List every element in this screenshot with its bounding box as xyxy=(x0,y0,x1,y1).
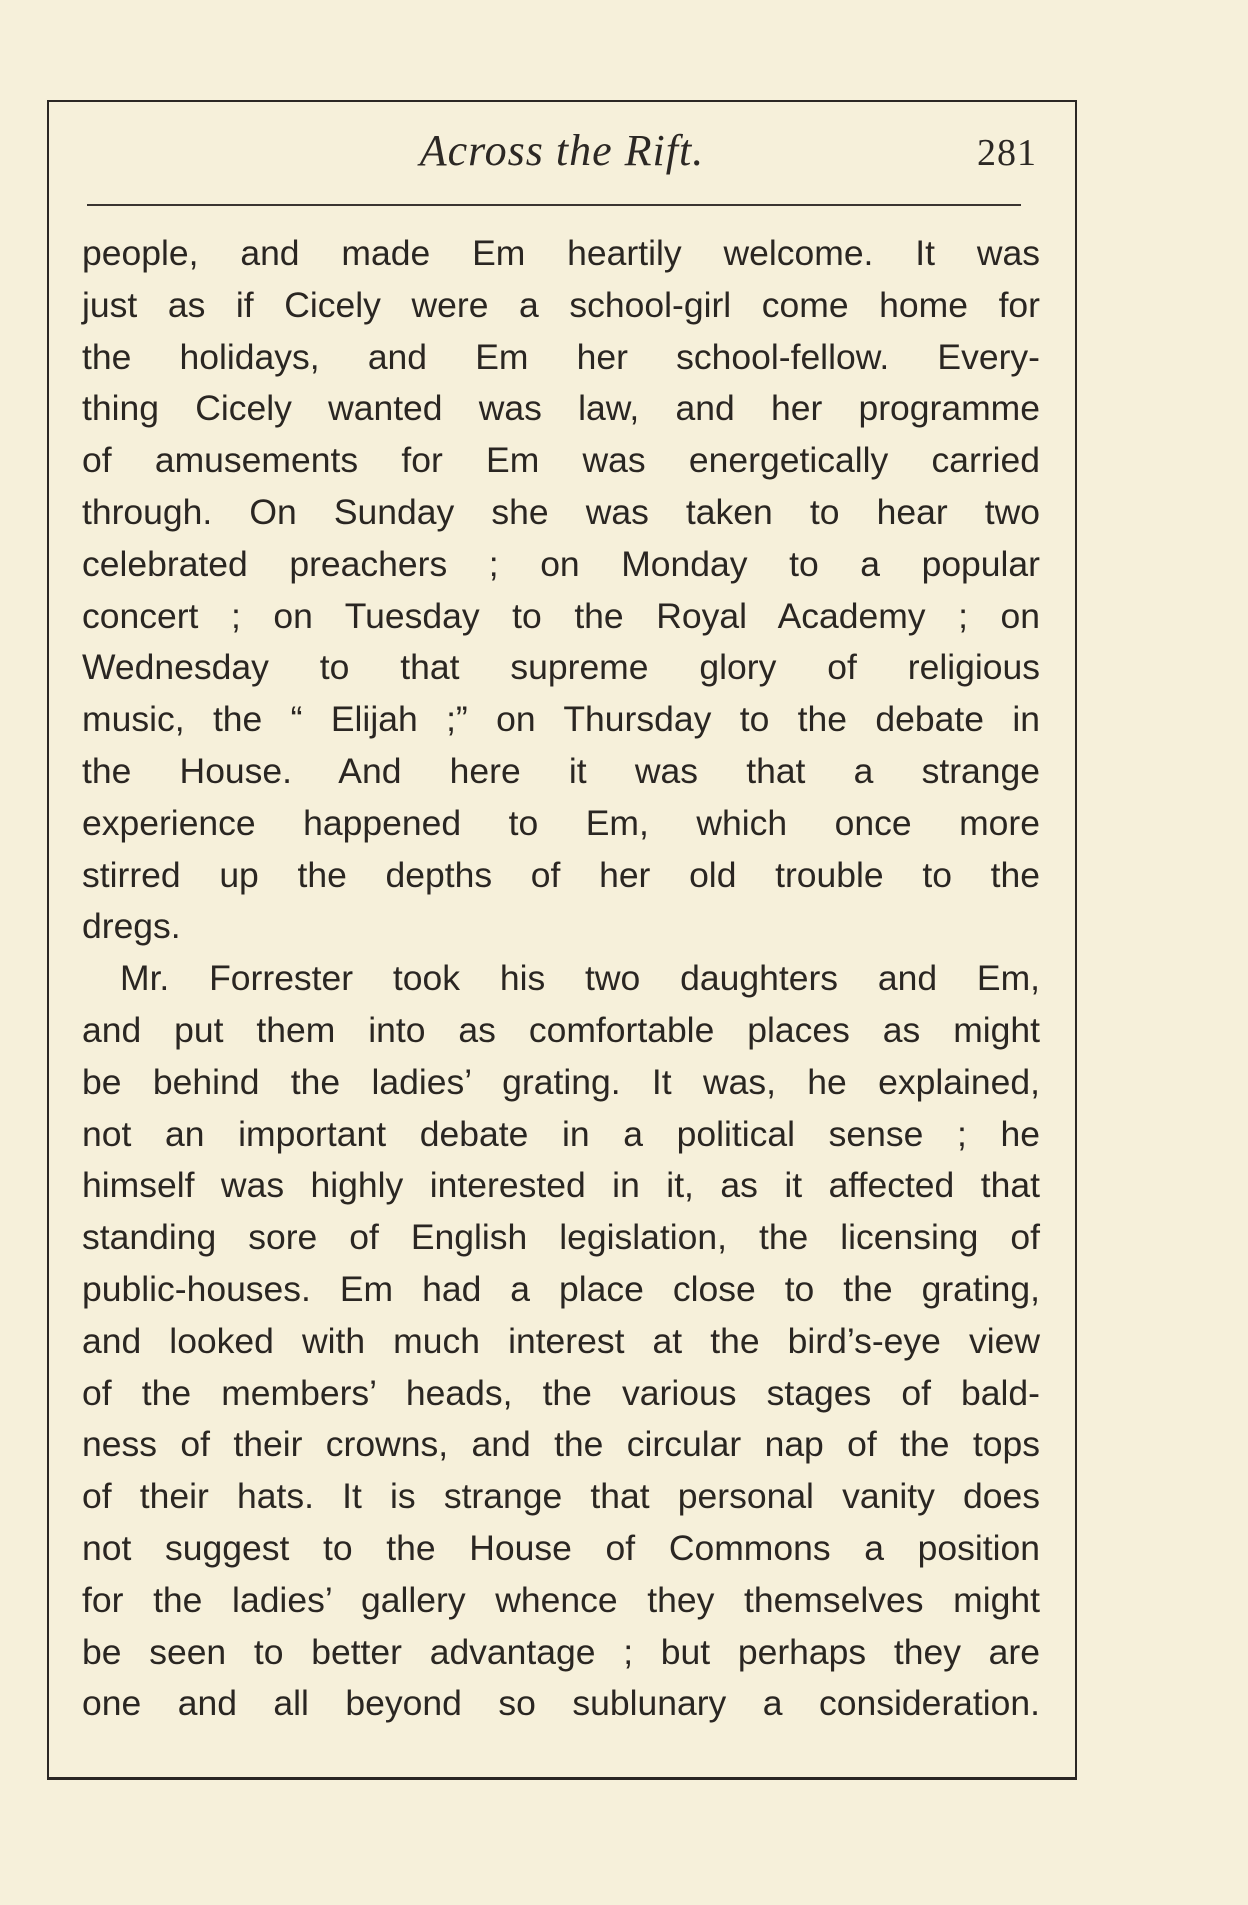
header-rule xyxy=(87,204,1021,206)
text-line: one and all beyond so sublunary a consideration. xyxy=(82,1683,1040,1724)
text-line: the holidays, and Em her school-fellow. Every- xyxy=(82,336,1040,377)
text-line: celebrated preachers ; on Monday to a popular xyxy=(82,543,1040,584)
text-line: be seen to better advantage ; but perhaps they are xyxy=(82,1631,1040,1672)
text-line: ness of their crowns, and the circular nap of the tops xyxy=(82,1424,1040,1465)
page-number: 281 xyxy=(977,132,1037,174)
text-line: through. On Sunday she was taken to hear two xyxy=(82,491,1040,532)
text-line: thing Cicely wanted was law, and her programme xyxy=(82,388,1040,429)
text-line: public-houses. Em had a place close to the grating, xyxy=(82,1268,1040,1309)
text-line: dregs. xyxy=(82,906,181,947)
text-line: for the ladies’ gallery whence they themselves might xyxy=(82,1579,1040,1620)
text-line: the House. And here it was that a strange xyxy=(82,750,1040,791)
text-line: music, the “ Elijah ;” on Thursday to the debate in xyxy=(82,699,1040,740)
text-line: and looked with much interest at the bird’s-eye view xyxy=(82,1320,1040,1361)
paragraph-1 xyxy=(82,228,1040,953)
text-line: of their hats. It is strange that personal vanity does xyxy=(82,1476,1040,1517)
paragraph-2 xyxy=(82,953,1040,1730)
text-line: of amusements for Em was energetically carried xyxy=(82,440,1040,481)
text-line: Wednesday to that supreme glory of religious xyxy=(82,647,1040,688)
text-line: just as if Cicely were a school-girl come home for xyxy=(82,284,1040,325)
running-head xyxy=(47,125,1077,185)
text-line: standing sore of English legislation, the licensing of xyxy=(82,1217,1040,1258)
text-line: Mr. Forrester took his two daughters and Em, xyxy=(120,958,1040,999)
text-line: stirred up the depths of her old trouble to the xyxy=(82,854,1040,895)
running-title: Across the Rift. xyxy=(419,126,705,175)
text-line: and put them into as comfortable places as might xyxy=(82,1009,1040,1050)
text-line: himself was highly interested in it, as it affected that xyxy=(82,1165,1040,1206)
text-line: not an important debate in a political sense ; he xyxy=(82,1113,1040,1154)
body-text xyxy=(82,228,1040,1730)
text-line: be behind the ladies’ grating. It was, he explained, xyxy=(82,1061,1040,1102)
text-line: people, and made Em heartily welcome. It was xyxy=(82,233,1040,273)
text-line: experience happened to Em, which once more xyxy=(82,802,1040,843)
text-line: concert ; on Tuesday to the Royal Academy ; on xyxy=(82,595,1040,636)
text-line: of the members’ heads, the various stages of bald- xyxy=(82,1372,1040,1413)
text-line: not suggest to the House of Commons a position xyxy=(82,1527,1040,1568)
